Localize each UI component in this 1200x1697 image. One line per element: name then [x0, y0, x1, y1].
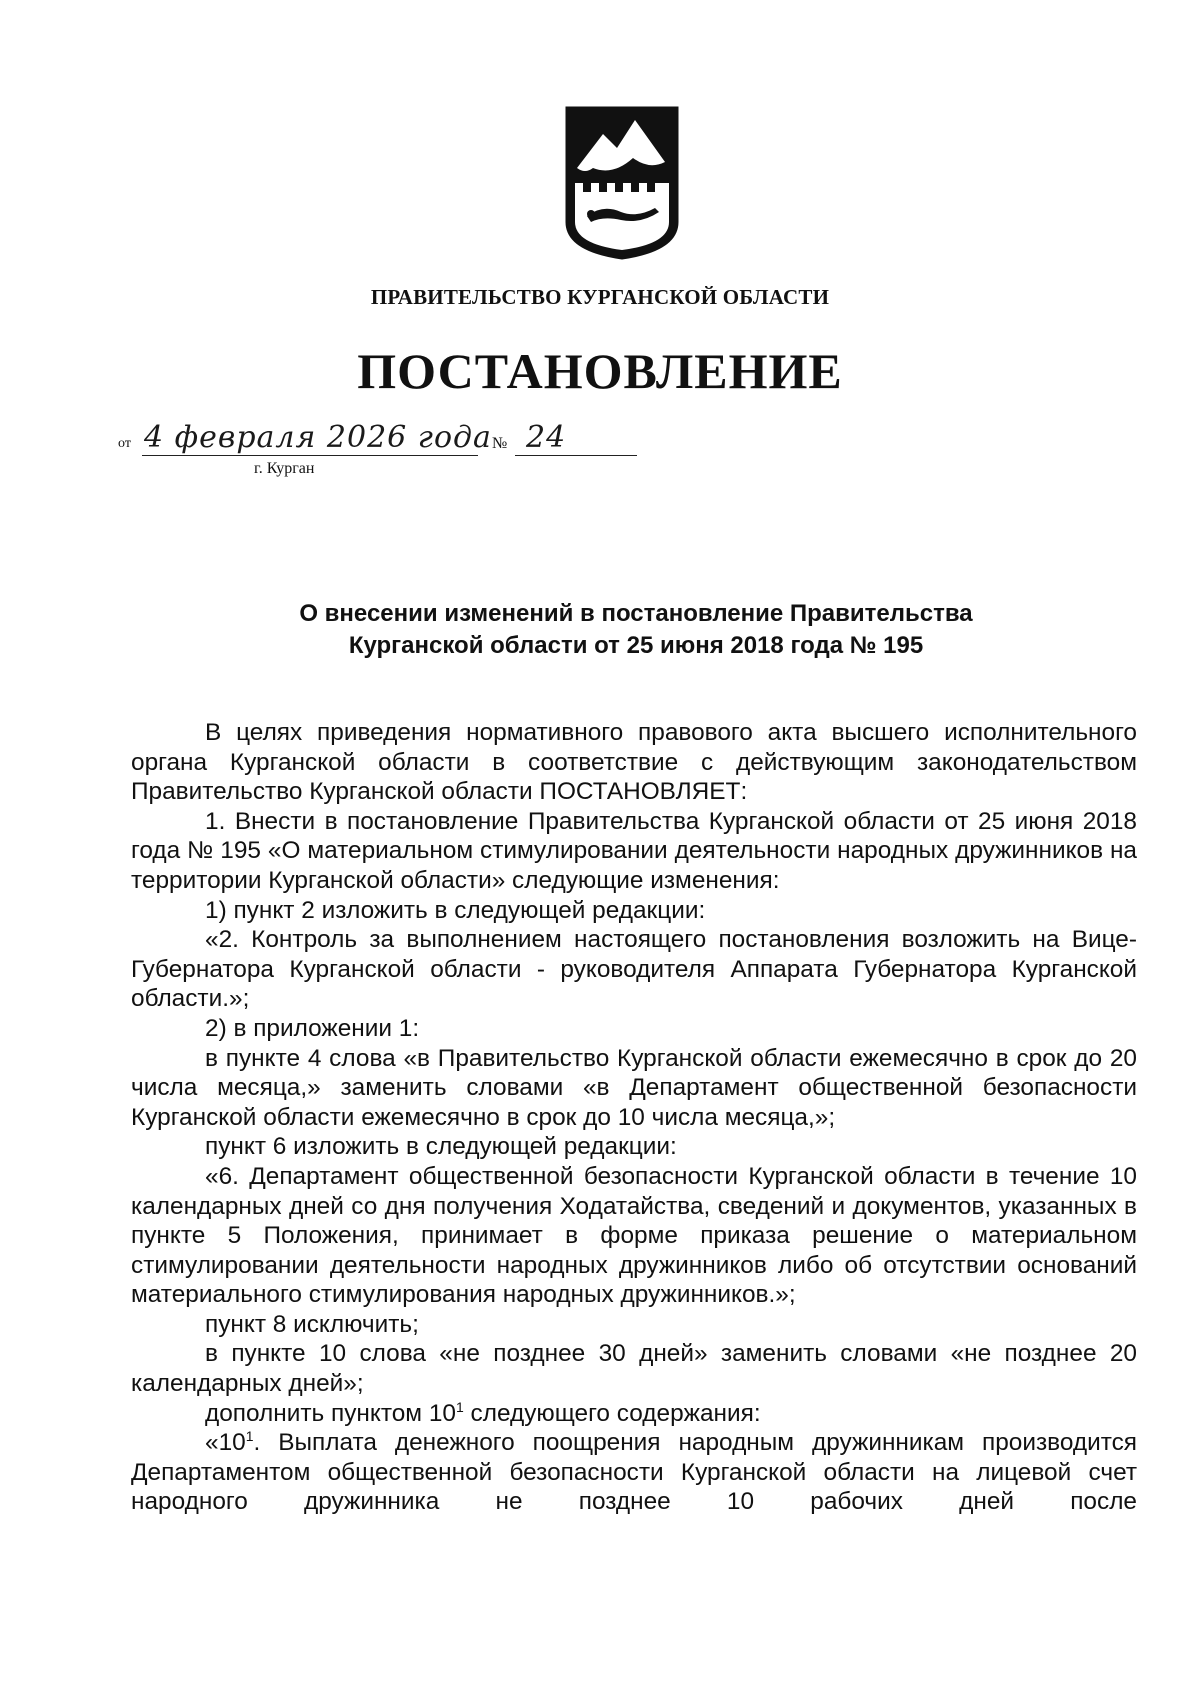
date-number-line	[118, 420, 638, 498]
paragraph-item-1: 1. Внести в постановление Правительства Курганской области от 25 июня 2018 года № 195 «О материальном стимулировании деятельности народных дружинников на территории Курганской области» следующие изменения:	[131, 807, 1137, 894]
paragraph-preamble: В целях приведения нормативного правового акта высшего исполнительного органа Курганской области в соответствие с действующим законодательством Правительство Курганской области ПОСТАНОВЛЯЕТ:	[131, 719, 1137, 806]
heading-line-1: О внесении изменений в постановление Правительства	[299, 600, 973, 627]
paragraph-item-8-exclude: пункт 8 исключить;	[205, 1310, 419, 1338]
add-item-text-end: следующего содержания:	[463, 1399, 761, 1427]
paragraph-item-4-change: в пункте 4 слова «в Правительство Курганской области ежемесячно в срок до 20 числа месяца,» заменить словами «в Департамент общественной безопасности Курганской области ежемесячно в срок до 10 числа месяца,»;	[131, 1044, 1137, 1131]
paragraph-item-6-intro: пункт 6 изложить в следующей редакции:	[205, 1133, 677, 1161]
new-item-text-start: «10	[205, 1429, 246, 1457]
document-body	[131, 718, 1137, 1517]
add-item-text-start: дополнить пунктом 10	[205, 1399, 456, 1427]
paragraph-item-10-change: в пункте 10 слова «не позднее 30 дней» заменить словами «не позднее 20 календарных дней»;	[131, 1340, 1137, 1398]
paragraph-new-item-2: «2. Контроль за выполнением настоящего постановления возложить на Вице-Губернатора Курганской области - руководителя Аппарата Губернатора Курганской области.»;	[131, 926, 1137, 1013]
paragraph-new-item-10-1	[131, 1428, 1137, 1517]
number-underline	[515, 455, 637, 456]
coat-of-arms-emblem	[563, 104, 681, 262]
paragraph-subitem-1: 1) пункт 2 изложить в следующей редакции:	[205, 896, 706, 924]
document-type-title: ПОСТАНОВЛЕНИЕ	[357, 343, 843, 399]
new-item-text-end: . Выплата денежного поощрения народным дружинникам производится Департаментом общественной безопасности Курганской области на лицевой счет народного дружинника не позднее 10 рабочих дней после	[131, 1429, 1137, 1516]
from-label: от	[118, 436, 131, 451]
government-name: ПРАВИТЕЛЬСТВО КУРГАНСКОЙ ОБЛАСТИ	[370, 285, 830, 309]
heading-line-2: Курганской области от 25 июня 2018 года № 195	[348, 632, 924, 659]
date-underline	[142, 455, 478, 456]
number-label: №	[492, 435, 508, 452]
add-item-superscript: 1	[455, 1398, 464, 1415]
document-heading	[0, 598, 1200, 662]
paragraph-add-item-10-1	[131, 1399, 1137, 1429]
handwritten-number: 24	[526, 420, 567, 455]
paragraph-subitem-2: 2) в приложении 1:	[205, 1014, 420, 1042]
paragraph-new-item-6: «6. Департамент общественной безопасности Курганской области в течение 10 календарных дней со дня получения Ходатайства, сведений и документов, указанных в пункте 5 Положения, принимает в форме приказа решение о материальном стимулировании деятельности народных дружинников либо об отсутствии оснований материального стимулирования народных дружинников.»;	[131, 1162, 1137, 1309]
handwritten-date: 4 февраля 2026 года	[144, 420, 492, 455]
new-item-superscript: 1	[245, 1428, 254, 1445]
city-label: г. Курган	[254, 460, 315, 477]
